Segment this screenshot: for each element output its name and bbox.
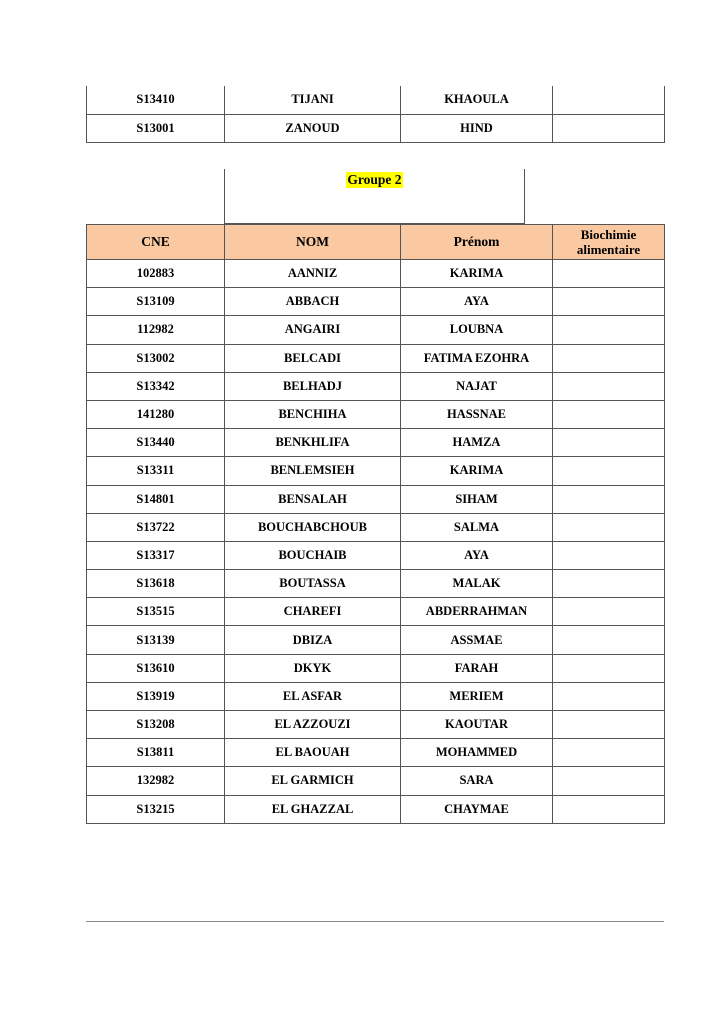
biochimie-cell [553, 288, 665, 316]
prenom-cell: MERIEM [401, 682, 553, 710]
biochimie-cell [553, 795, 665, 823]
cne-cell: 102883 [87, 260, 225, 288]
nom-cell: AANNIZ [225, 260, 401, 288]
header-cne: CNE [87, 225, 225, 260]
prenom-cell: ASSMAE [401, 626, 553, 654]
prenom-cell: SIHAM [401, 485, 553, 513]
cne-cell: S13311 [87, 457, 225, 485]
nom-cell: BENCHIHA [225, 400, 401, 428]
prenom-cell: FATIMA EZOHRA [401, 344, 553, 372]
cne-cell: 132982 [87, 767, 225, 795]
prenom-cell: SALMA [401, 513, 553, 541]
prenom-cell: AYA [401, 541, 553, 569]
group-2-student-table [86, 224, 665, 824]
biochimie-cell [553, 654, 665, 682]
cne-cell: S13618 [87, 570, 225, 598]
biochimie-cell [553, 316, 665, 344]
group-heading-box [224, 169, 525, 224]
biochimie-cell [553, 260, 665, 288]
biochimie-cell [553, 485, 665, 513]
biochimie-cell [553, 626, 665, 654]
prenom-cell: ABDERRAHMAN [401, 598, 553, 626]
header-prenom: Prénom [401, 225, 553, 260]
nom-cell: BENKHLIFA [225, 429, 401, 457]
biochimie-cell [553, 682, 665, 710]
prenom-cell: KAOUTAR [401, 711, 553, 739]
cne-cell: S13722 [87, 513, 225, 541]
cne-cell: S13215 [87, 795, 225, 823]
biochimie-cell [553, 598, 665, 626]
prenom-cell: KARIMA [401, 457, 553, 485]
table-row [87, 598, 665, 626]
table-row [87, 513, 665, 541]
nom-cell: BOUCHAIB [225, 541, 401, 569]
nom-cell: BENSALAH [225, 485, 401, 513]
header-nom: NOM [225, 225, 401, 260]
biochimie-cell [553, 570, 665, 598]
nom-cell: BELHADJ [225, 372, 401, 400]
cne-cell: S14801 [87, 485, 225, 513]
nom-cell: EL GARMICH [225, 767, 401, 795]
biochimie-cell [553, 429, 665, 457]
cne-cell: S13001 [87, 114, 225, 142]
table-row [87, 400, 665, 428]
cne-cell: S13002 [87, 344, 225, 372]
biochimie-cell [553, 711, 665, 739]
nom-cell: DKYK [225, 654, 401, 682]
nom-cell: EL GHAZZAL [225, 795, 401, 823]
nom-cell: BENLEMSIEH [225, 457, 401, 485]
nom-cell: TIJANI [225, 86, 401, 114]
cne-cell: S13410 [87, 86, 225, 114]
biochimie-cell [553, 86, 665, 114]
cne-cell: S13515 [87, 598, 225, 626]
nom-cell: BOUCHABCHOUB [225, 513, 401, 541]
cne-cell: S13317 [87, 541, 225, 569]
nom-cell: BOUTASSA [225, 570, 401, 598]
prenom-cell: AYA [401, 288, 553, 316]
nom-cell: EL ASFAR [225, 682, 401, 710]
prenom-cell: SARA [401, 767, 553, 795]
nom-cell: EL BAOUAH [225, 739, 401, 767]
nom-cell: BELCADI [225, 344, 401, 372]
prenom-cell: CHAYMAE [401, 795, 553, 823]
header-biochimie: Biochimie alimentaire [553, 225, 665, 260]
table-row [87, 541, 665, 569]
cne-cell: S13919 [87, 682, 225, 710]
table-row [87, 626, 665, 654]
footer-divider [86, 921, 664, 922]
table-row [87, 288, 665, 316]
cne-cell: S13610 [87, 654, 225, 682]
table-body [87, 260, 665, 824]
table-row [87, 767, 665, 795]
biochimie-cell [553, 400, 665, 428]
biochimie-cell [553, 513, 665, 541]
nom-cell: ABBACH [225, 288, 401, 316]
nom-cell: DBIZA [225, 626, 401, 654]
prenom-cell: KHAOULA [401, 86, 553, 114]
biochimie-cell [553, 767, 665, 795]
table-row [87, 372, 665, 400]
prenom-cell: KARIMA [401, 260, 553, 288]
cne-cell: S13440 [87, 429, 225, 457]
cne-cell: 112982 [87, 316, 225, 344]
table-row [87, 457, 665, 485]
table-row [87, 429, 665, 457]
prenom-cell: MOHAMMED [401, 739, 553, 767]
biochimie-cell [553, 457, 665, 485]
table-row [87, 86, 665, 114]
nom-cell: EL AZZOUZI [225, 711, 401, 739]
prenom-cell: MALAK [401, 570, 553, 598]
previous-group-table-tail [86, 86, 665, 143]
prenom-cell: HIND [401, 114, 553, 142]
table-row [87, 344, 665, 372]
cne-cell: S13139 [87, 626, 225, 654]
prenom-cell: HAMZA [401, 429, 553, 457]
cne-cell: S13109 [87, 288, 225, 316]
biochimie-cell [553, 344, 665, 372]
cne-cell: S13342 [87, 372, 225, 400]
table-row [87, 739, 665, 767]
table-header-row [87, 225, 665, 260]
table-row [87, 682, 665, 710]
nom-cell: ZANOUD [225, 114, 401, 142]
prenom-cell: HASSNAE [401, 400, 553, 428]
table-row [87, 711, 665, 739]
biochimie-cell [553, 114, 665, 142]
cne-cell: S13811 [87, 739, 225, 767]
table-row [87, 570, 665, 598]
prenom-cell: LOUBNA [401, 316, 553, 344]
prenom-cell: NAJAT [401, 372, 553, 400]
group-title: Groupe 2 [347, 172, 402, 187]
table-row [87, 485, 665, 513]
nom-cell: ANGAIRI [225, 316, 401, 344]
biochimie-cell [553, 372, 665, 400]
prenom-cell: FARAH [401, 654, 553, 682]
table-row [87, 316, 665, 344]
biochimie-cell [553, 541, 665, 569]
table-row [87, 114, 665, 142]
table-row [87, 260, 665, 288]
biochimie-cell [553, 739, 665, 767]
cne-cell: S13208 [87, 711, 225, 739]
table-row [87, 654, 665, 682]
nom-cell: CHAREFI [225, 598, 401, 626]
table-row [87, 795, 665, 823]
cne-cell: 141280 [87, 400, 225, 428]
